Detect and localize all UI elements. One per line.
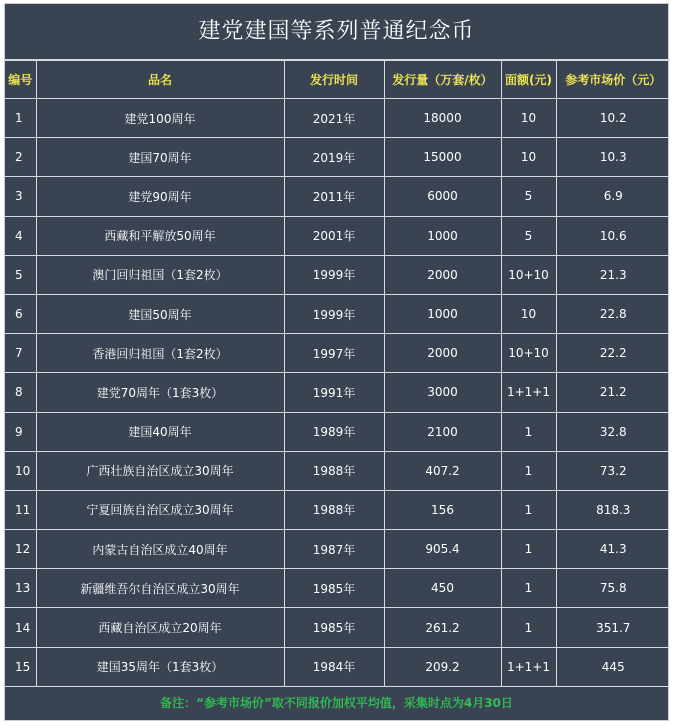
cell-number: 1 <box>5 99 36 138</box>
coin-table <box>5 60 670 687</box>
cell-mintage: 450 <box>384 569 501 608</box>
cell-face-value: 10 <box>501 99 556 138</box>
cell-name: 新疆维吾尔自治区成立30周年 <box>36 569 284 608</box>
cell-issue-date: 1989年 <box>284 412 384 451</box>
cell-market-price: 10.2 <box>556 99 670 138</box>
cell-mintage: 2000 <box>384 334 501 373</box>
cell-market-price: 10.3 <box>556 138 670 177</box>
table-row <box>5 138 670 177</box>
cell-number: 15 <box>5 647 36 686</box>
header-number: 编号 <box>5 61 36 99</box>
cell-number: 3 <box>5 177 36 216</box>
cell-number: 14 <box>5 608 36 647</box>
cell-name: 建国50周年 <box>36 294 284 333</box>
cell-market-price: 818.3 <box>556 490 670 529</box>
cell-face-value: 5 <box>501 177 556 216</box>
cell-market-price: 22.2 <box>556 334 670 373</box>
cell-mintage: 407.2 <box>384 451 501 490</box>
cell-issue-date: 1999年 <box>284 255 384 294</box>
table-row <box>5 294 670 333</box>
cell-number: 5 <box>5 255 36 294</box>
cell-face-value: 1 <box>501 569 556 608</box>
cell-issue-date: 1988年 <box>284 451 384 490</box>
cell-market-price: 32.8 <box>556 412 670 451</box>
cell-market-price: 41.3 <box>556 530 670 569</box>
cell-market-price: 6.9 <box>556 177 670 216</box>
cell-market-price: 21.3 <box>556 255 670 294</box>
cell-mintage: 156 <box>384 490 501 529</box>
cell-market-price: 351.7 <box>556 608 670 647</box>
table-row <box>5 490 670 529</box>
cell-number: 6 <box>5 294 36 333</box>
cell-face-value: 1 <box>501 530 556 569</box>
cell-market-price: 73.2 <box>556 451 670 490</box>
table-row <box>5 569 670 608</box>
cell-market-price: 10.6 <box>556 216 670 255</box>
cell-mintage: 261.2 <box>384 608 501 647</box>
header-market-price: 参考市场价（元） <box>556 61 670 99</box>
table-body <box>5 99 670 687</box>
cell-number: 13 <box>5 569 36 608</box>
cell-mintage: 1000 <box>384 216 501 255</box>
table-row <box>5 99 670 138</box>
cell-mintage: 905.4 <box>384 530 501 569</box>
cell-market-price: 21.2 <box>556 373 670 412</box>
cell-name: 建国70周年 <box>36 138 284 177</box>
cell-issue-date: 1999年 <box>284 294 384 333</box>
cell-issue-date: 1985年 <box>284 569 384 608</box>
table-row <box>5 530 670 569</box>
cell-name: 建国35周年（1套3枚） <box>36 647 284 686</box>
cell-name: 内蒙古自治区成立40周年 <box>36 530 284 569</box>
cell-name: 广西壮族自治区成立30周年 <box>36 451 284 490</box>
table-row <box>5 334 670 373</box>
cell-number: 2 <box>5 138 36 177</box>
table-row <box>5 608 670 647</box>
cell-market-price: 75.8 <box>556 569 670 608</box>
table-row <box>5 412 670 451</box>
cell-issue-date: 1988年 <box>284 490 384 529</box>
cell-market-price: 22.8 <box>556 294 670 333</box>
cell-market-price: 445 <box>556 647 670 686</box>
cell-face-value: 10+10 <box>501 255 556 294</box>
cell-number: 4 <box>5 216 36 255</box>
cell-name: 香港回归祖国（1套2枚） <box>36 334 284 373</box>
cell-face-value: 10 <box>501 138 556 177</box>
footnote: 备注：“参考市场价”取不同报价加权平均值，采集时点为4月30日 <box>160 695 513 710</box>
header-name: 品名 <box>36 61 284 99</box>
cell-face-value: 10 <box>501 294 556 333</box>
cell-face-value: 1 <box>501 412 556 451</box>
cell-issue-date: 2019年 <box>284 138 384 177</box>
cell-face-value: 10+10 <box>501 334 556 373</box>
cell-number: 10 <box>5 451 36 490</box>
page-title: 建党建国等系列普通纪念币 <box>5 4 668 60</box>
cell-mintage: 2100 <box>384 412 501 451</box>
cell-name: 西藏和平解放50周年 <box>36 216 284 255</box>
cell-face-value: 1 <box>501 490 556 529</box>
cell-face-value: 1+1+1 <box>501 373 556 412</box>
cell-face-value: 5 <box>501 216 556 255</box>
cell-face-value: 1 <box>501 451 556 490</box>
cell-mintage: 15000 <box>384 138 501 177</box>
cell-name: 建党90周年 <box>36 177 284 216</box>
cell-mintage: 18000 <box>384 99 501 138</box>
cell-issue-date: 2021年 <box>284 99 384 138</box>
cell-mintage: 6000 <box>384 177 501 216</box>
cell-name: 建党100周年 <box>36 99 284 138</box>
table-header-row <box>5 61 670 99</box>
table-row <box>5 647 670 686</box>
cell-mintage: 3000 <box>384 373 501 412</box>
cell-name: 建国40周年 <box>36 412 284 451</box>
cell-number: 12 <box>5 530 36 569</box>
cell-issue-date: 1991年 <box>284 373 384 412</box>
cell-number: 11 <box>5 490 36 529</box>
cell-face-value: 1+1+1 <box>501 647 556 686</box>
table-row <box>5 373 670 412</box>
cell-name: 西藏自治区成立20周年 <box>36 608 284 647</box>
table-row <box>5 451 670 490</box>
table-row <box>5 177 670 216</box>
cell-number: 7 <box>5 334 36 373</box>
cell-issue-date: 1987年 <box>284 530 384 569</box>
table-row <box>5 216 670 255</box>
cell-number: 9 <box>5 412 36 451</box>
coin-table-panel <box>4 3 669 721</box>
cell-mintage: 2000 <box>384 255 501 294</box>
cell-issue-date: 2011年 <box>284 177 384 216</box>
cell-issue-date: 1997年 <box>284 334 384 373</box>
header-face-value: 面额(元) <box>501 61 556 99</box>
cell-name: 澳门回归祖国（1套2枚） <box>36 255 284 294</box>
table-row <box>5 255 670 294</box>
cell-issue-date: 1984年 <box>284 647 384 686</box>
cell-issue-date: 1985年 <box>284 608 384 647</box>
cell-issue-date: 2001年 <box>284 216 384 255</box>
cell-name: 宁夏回族自治区成立30周年 <box>36 490 284 529</box>
cell-mintage: 1000 <box>384 294 501 333</box>
cell-number: 8 <box>5 373 36 412</box>
header-mintage: 发行量（万套/枚） <box>384 61 501 99</box>
cell-face-value: 1 <box>501 608 556 647</box>
header-issue-date: 发行时间 <box>284 61 384 99</box>
cell-mintage: 209.2 <box>384 647 501 686</box>
cell-name: 建党70周年（1套3枚） <box>36 373 284 412</box>
